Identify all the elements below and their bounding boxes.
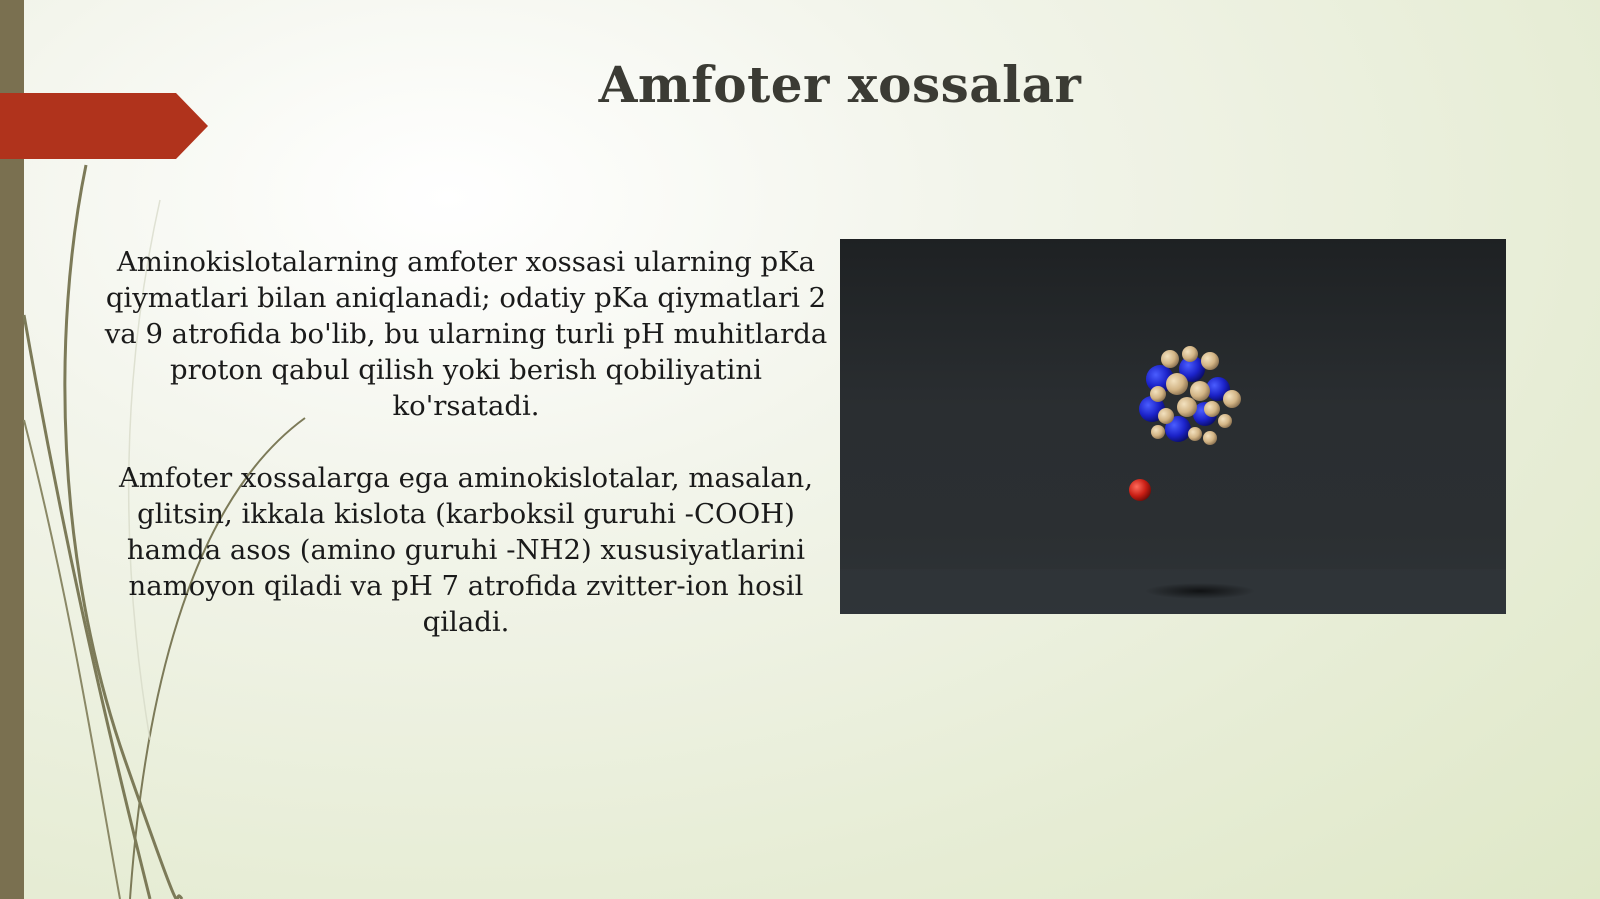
atom-nucleus-icon — [840, 239, 1506, 614]
paragraph-pka: Aminokislotalarning amfoter xossasi ularning pKa qiymatlari bilan aniqlanadi; odatiy pKa qiymatlari 2 va 9 atrofida bo'lib, bu ularning turli pH muhitlarda proton qabul qilish yoki berish qobiliyatini ko'rsatadi. — [104, 246, 828, 422]
atom-illustration-image — [840, 239, 1506, 614]
red-arrow-banner — [0, 93, 208, 159]
body-text — [104, 244, 828, 640]
slide-title: Amfoter xossalar — [598, 55, 1082, 114]
paragraph-glycine: Amfoter xossalarga ega aminokislotalar, masalan, glitsin, ikkala kislota (karboksil guruhi -COOH) hamda asos (amino guruhi -NH2) xususiyatlarini namoyon qiladi va pH 7 atrofida zvitter-ion hosil qiladi. — [119, 462, 813, 638]
